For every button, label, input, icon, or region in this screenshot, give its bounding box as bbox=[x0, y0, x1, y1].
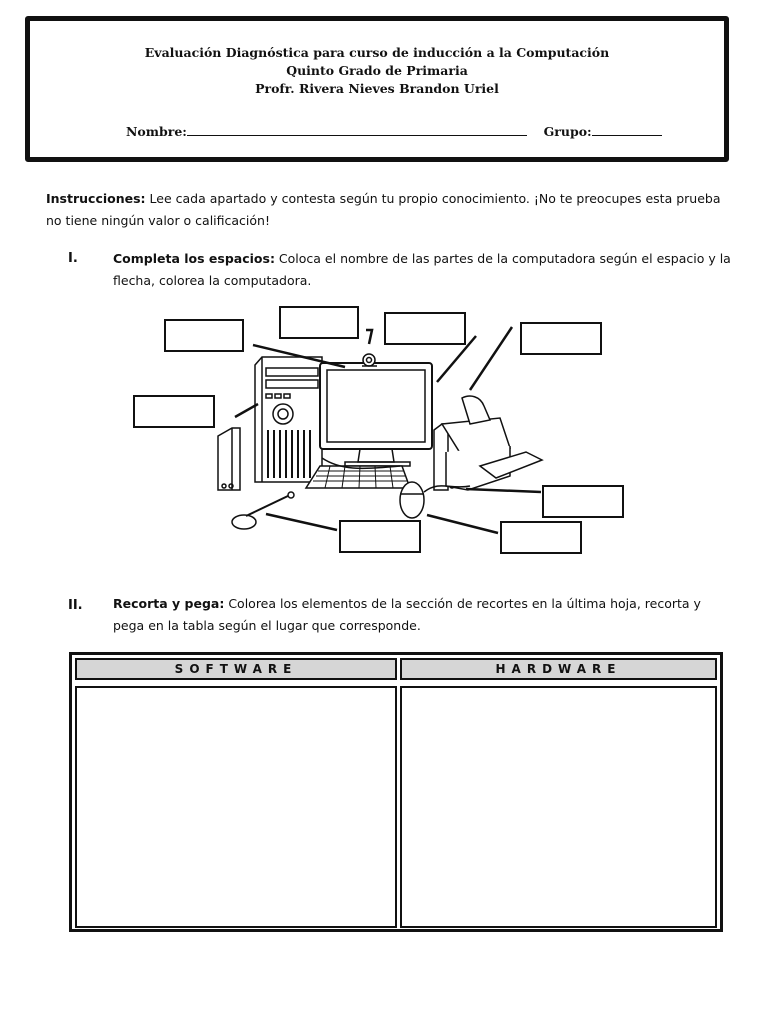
instructions-text-2: no tiene ningún valor o calificación! bbox=[46, 213, 270, 228]
section1-numeral: I. bbox=[68, 251, 78, 266]
name-label: Nombre: bbox=[126, 124, 187, 139]
grade-title: Quinto Grado de Primaria bbox=[286, 63, 468, 78]
group-label: Grupo: bbox=[543, 124, 592, 139]
blank-7[interactable] bbox=[339, 520, 421, 553]
section2-text bbox=[113, 593, 733, 637]
blank-8[interactable] bbox=[500, 521, 582, 554]
teacher-name: Profr. Rivera Nieves Brandon Uriel bbox=[255, 81, 499, 96]
blank-6[interactable] bbox=[542, 485, 624, 518]
section2-text-2: pega en la tabla según el lugar que corresponde. bbox=[113, 618, 421, 633]
section2-label: Recorta y pega: bbox=[113, 596, 225, 611]
software-cell[interactable] bbox=[75, 686, 397, 928]
section1-text-2: flecha, colorea la computadora. bbox=[113, 273, 312, 288]
exam-title: Evaluación Diagnóstica para curso de inducción a la Computación bbox=[144, 45, 610, 60]
instructions-text-1: Lee cada apartado y contesta según tu propio conocimiento. ¡No te preocupes esta prueba bbox=[145, 191, 721, 206]
blank-1[interactable] bbox=[164, 319, 244, 352]
section2-numeral: II. bbox=[68, 598, 83, 613]
section1-label: Completa los espacios: bbox=[113, 251, 275, 266]
blank-4[interactable] bbox=[520, 322, 602, 355]
blank-5[interactable] bbox=[133, 395, 215, 428]
blank-2[interactable] bbox=[279, 306, 359, 339]
section1-text-1: Coloca el nombre de las partes de la computadora según el espacio y la bbox=[274, 251, 731, 266]
software-header: SOFTWARE bbox=[75, 658, 397, 680]
blank-3[interactable] bbox=[384, 312, 466, 345]
instructions-label: Instrucciones: bbox=[46, 191, 146, 206]
section2-text-1: Colorea los elementos de la sección de recortes en la última hoja, recorta y bbox=[224, 596, 701, 611]
hardware-header: HARDWARE bbox=[400, 658, 717, 680]
classification-table bbox=[69, 652, 723, 932]
hardware-cell[interactable] bbox=[400, 686, 717, 928]
